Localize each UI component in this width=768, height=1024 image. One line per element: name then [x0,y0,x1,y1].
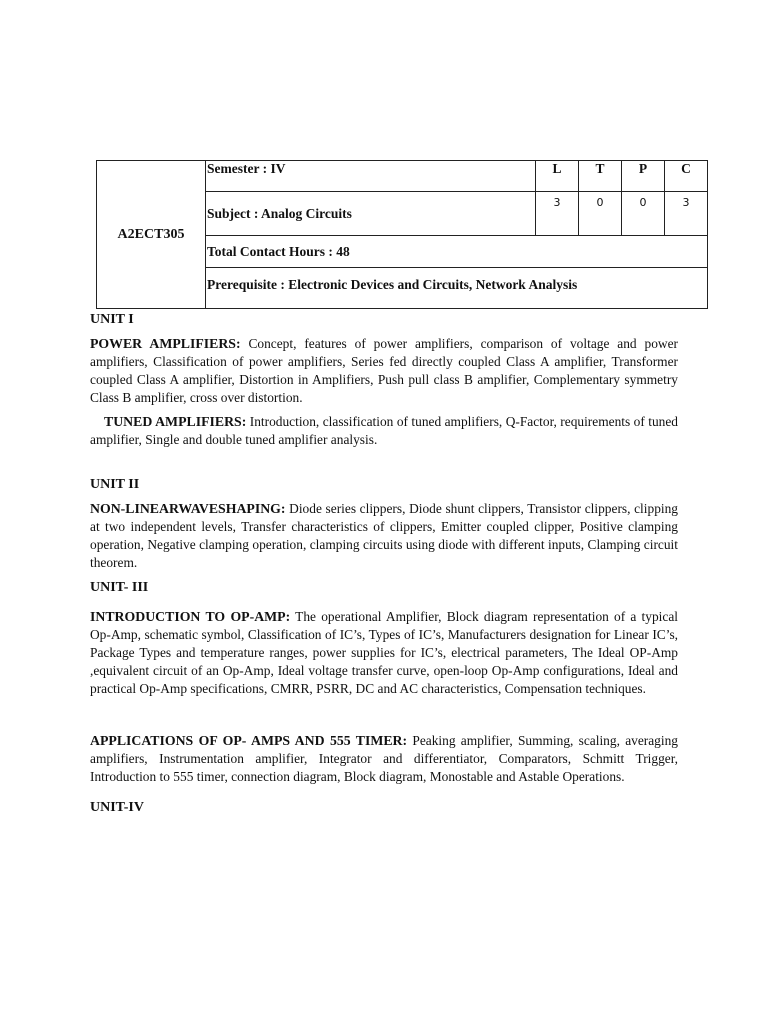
unit-1-title: UNIT I [90,312,134,327]
ltpc-value-c: 3 [665,192,708,236]
section-text: Diode series clippers, Diode shunt clippers, Transistor clippers, clipping at two independent levels, Transfer characteristics of clippers, Emitter coupled clipper, Positive clamping operation, Negative clamping operation, clamping circuits using diode with different inputs, Clamping circuit theorem. [90,501,678,570]
course-code: A2ECT305 [97,161,206,309]
unit-1-tuned-amplifiers [90,413,678,449]
unit-1-power-amplifiers [90,335,678,407]
unit-2-title: UNIT II [90,477,140,492]
unit-4-title: UNIT-IV [90,800,144,815]
course-info-table [96,160,708,309]
ltpc-label-p: P [622,161,665,192]
unit-2-wave-shaping [90,500,678,572]
ltpc-value-p: 0 [622,192,665,236]
syllabus-content [90,312,678,816]
subject-label: Subject : Analog Circuits [206,192,536,236]
prerequisite: Prerequisite : Electronic Devices and Circuits, Network Analysis [206,268,708,309]
section-text: Introduction, classification of tuned amplifiers, Q-Factor, requirements of tuned amplifier, Single and double tuned amplifier analysis. [90,414,678,447]
semester-label: Semester : IV [206,161,536,192]
section-heading: NON-LINEARWAVESHAPING: [90,501,286,516]
section-text: The operational Amplifier, Block diagram representation of a typical Op-Amp, schematic symbol, Classification of IC’s, Types of IC’s, Manufacturers designation for Linear IC’s, Package Types and temperature ranges, power supplies for IC’s, electrical parameters, The Ideal OP-Amp ,equivalent circuit of an Op-Amp, Ideal voltage transfer curve, open-loop Op-Amp configurations, Ideal and practical Op-Amp specifications, CMRR, PSRR, DC and AC characteristics, Compensation techniques. [90,609,678,696]
unit-3-title: UNIT- III [90,580,149,595]
unit-3-op-amp-intro [90,608,678,698]
section-text: Concept, features of power amplifiers, comparison of voltage and power amplifiers, Classification of power amplifiers, Series fed directly coupled Class A amplifier, Transformer coupled Class A amplifier, Distortion in Amplifiers, Push pull class B amplifier, Complementary symmetry Class B amplifier, cross over distortion. [90,336,678,405]
section-text: Peaking amplifier, Summing, scaling, averaging amplifiers, Instrumentation amplifier, Integrator and differentiator, Comparators, Schmitt Trigger, Introduction to 555 timer, connection diagram, Block diagram, Monostable and Astable Operations. [90,733,678,784]
section-heading: INTRODUCTION TO OP-AMP: [90,609,291,624]
section-heading: APPLICATIONS OF OP- AMPS AND 555 TIMER: [90,733,408,748]
ltpc-label-l: L [536,161,579,192]
ltpc-label-c: C [665,161,708,192]
ltpc-value-t: 0 [579,192,622,236]
section-heading: TUNED AMPLIFIERS: [104,414,247,429]
section-heading: POWER AMPLIFIERS: [90,336,241,351]
ltpc-label-t: T [579,161,622,192]
contact-hours: Total Contact Hours : 48 [206,236,708,268]
unit-3-op-amp-applications [90,732,678,786]
ltpc-value-l: 3 [536,192,579,236]
